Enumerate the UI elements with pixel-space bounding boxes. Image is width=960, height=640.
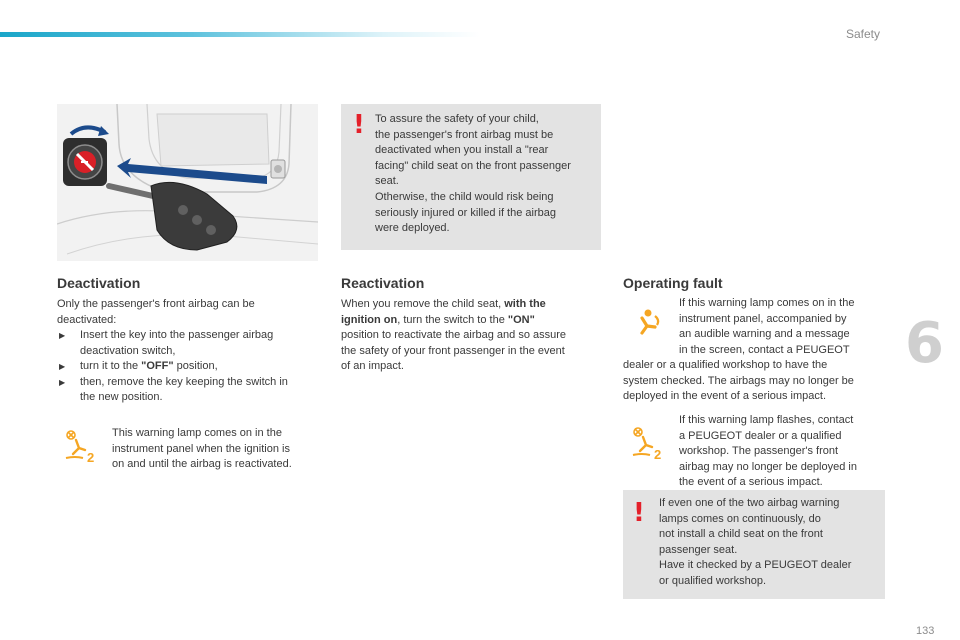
warning-line: passenger seat. — [659, 543, 738, 556]
fault-line: system checked. The airbags may no longer be — [623, 374, 854, 387]
intro-line: deactivated: — [57, 313, 117, 326]
note-line: on and until the airbag is reactivated. — [112, 458, 292, 471]
fault-line: an audible warning and a message — [679, 328, 850, 341]
reactivation-strong: with the — [504, 298, 546, 310]
page-number: 133 — [916, 625, 935, 637]
glovebox-key-drawing — [57, 104, 318, 261]
reactivation-line — [341, 297, 606, 313]
airbag-off-warning-icon — [630, 425, 666, 466]
reactivation-line — [341, 313, 606, 329]
fault-line: workshop. The passenger's front — [679, 445, 839, 458]
fault-line: instrument panel, accompanied by — [679, 312, 847, 325]
step-text: position, — [173, 360, 218, 373]
deactivation-intro — [57, 297, 322, 328]
child-seat-warning-text — [375, 112, 599, 237]
exclamation-icon: ! — [353, 110, 365, 140]
airbag-off-warning-icon — [63, 428, 99, 469]
warning-line: lamps comes on continuously, do — [659, 512, 821, 525]
step-line: then, remove the key keeping the switch in — [80, 375, 288, 388]
operating-fault-lamp2 — [679, 413, 884, 491]
exclamation-icon: ! — [633, 498, 645, 528]
airbag-switch-illustration — [57, 104, 318, 261]
warning-line: the passenger's front airbag must be — [375, 128, 554, 141]
warning-line: seat. — [375, 175, 399, 188]
fault-line: If this warning lamp flashes, contact — [679, 414, 854, 426]
warning-line: were deployed. — [375, 222, 450, 235]
operating-fault-lamp1-indented — [679, 296, 884, 358]
reactivation-line: the safety of your front passenger in the event — [341, 344, 565, 357]
step-line: Insert the key into the passenger airbag — [80, 329, 274, 341]
operating-fault-lamp1-full — [623, 358, 888, 405]
airbag-fault-icon — [634, 308, 664, 343]
airbag-fault-warning-box — [623, 490, 885, 599]
step-item — [57, 328, 322, 359]
reactivation-text-span: When you remove the child seat, — [341, 298, 505, 310]
warning-line: not install a child seat on the front — [659, 528, 823, 541]
step-strong: "OFF" — [141, 360, 174, 373]
reactivation-strong: ignition on — [341, 313, 398, 326]
deactivation-heading: Deactivation — [57, 275, 141, 291]
svg-text:2: 2 — [87, 450, 95, 464]
fault-line: deployed in the event of a serious impact. — [623, 390, 827, 403]
svg-text:2: 2 — [654, 447, 662, 461]
section-title: Safety — [846, 27, 881, 41]
intro-line: Only the passenger's front airbag can be — [57, 298, 255, 310]
warning-line: facing" child seat on the front passenger — [375, 159, 571, 172]
fault-line: the event of a serious impact. — [679, 476, 823, 489]
reactivation-text-span: , turn the switch to the — [397, 313, 508, 326]
warning-line: or qualified workshop. — [659, 574, 767, 587]
warning-line: Have it checked by a PEUGEOT dealer — [659, 559, 852, 572]
fault-line: If this warning lamp comes on in the — [679, 297, 855, 309]
step-item — [57, 359, 322, 375]
operating-fault-heading: Operating fault — [623, 275, 723, 291]
warning-line: seriously injured or killed if the airbag — [375, 206, 556, 219]
airbag-off-lamp-note — [112, 426, 322, 473]
note-line: This warning lamp comes on in the — [112, 427, 282, 439]
fault-line: in the screen, contact a PEUGEOT — [679, 343, 850, 356]
step-line: deactivation switch, — [80, 344, 176, 357]
note-line: instrument panel when the ignition is — [112, 442, 290, 455]
fault-line: airbag may no longer be deployed in — [679, 460, 857, 473]
child-seat-warning-box — [341, 104, 601, 250]
reactivation-line: of an impact. — [341, 360, 404, 373]
airbag-fault-warning-text — [659, 496, 883, 590]
reactivation-text — [341, 297, 606, 375]
chapter-number: 6 — [905, 311, 944, 376]
step-line: the new position. — [80, 391, 163, 404]
reactivation-heading: Reactivation — [341, 275, 425, 291]
bullet-glyph-icon: ▶ — [59, 362, 66, 372]
step-item — [57, 375, 322, 406]
fault-line: a PEUGEOT dealer or a qualified — [679, 429, 842, 442]
warning-line: If even one of the two airbag warning — [659, 497, 840, 509]
reactivation-strong: "ON" — [507, 313, 535, 326]
step-text: turn it to the — [80, 360, 142, 373]
warning-line: deactivated when you install a "rear — [375, 144, 549, 157]
warning-line: To assure the safety of your child, — [375, 113, 539, 125]
warning-line: Otherwise, the child would risk being — [375, 190, 554, 203]
fault-line: dealer or a qualified workshop to have the — [623, 359, 828, 371]
bullet-glyph-icon: ▶ — [59, 331, 66, 340]
deactivation-steps — [57, 328, 322, 406]
bullet-glyph-icon: ▶ — [59, 377, 66, 387]
header-accent-bar — [0, 32, 480, 37]
reactivation-line: position to reactivate the airbag and so assure — [341, 329, 567, 342]
